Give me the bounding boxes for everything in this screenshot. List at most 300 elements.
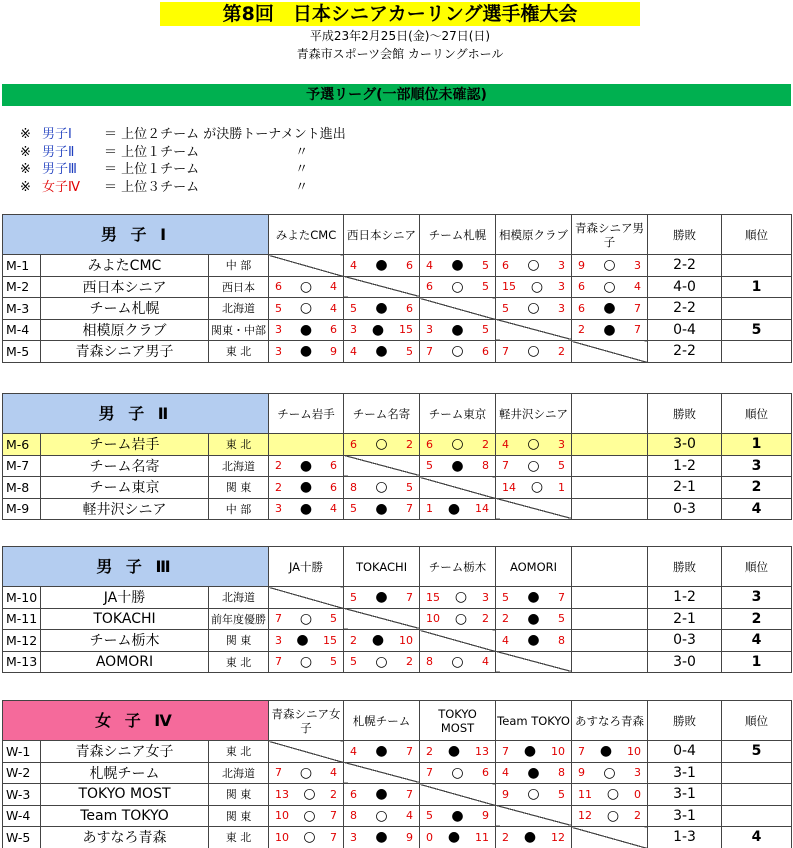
opponent-header: チーム名寄 (344, 394, 420, 434)
match-result (420, 455, 496, 477)
self-match-cell (572, 341, 648, 363)
match-result (572, 805, 648, 827)
group-name: 男 子 Ⅱ (3, 394, 269, 434)
match-result (572, 298, 648, 320)
score-own: 8 (350, 809, 358, 823)
score-own: 5 (350, 301, 358, 315)
loss-mark: ● (375, 589, 388, 606)
match-result (496, 587, 572, 609)
score-opp: 4 (330, 301, 338, 315)
score-own: 8 (426, 655, 434, 669)
note-row (20, 179, 346, 197)
score-own: 7 (275, 655, 283, 669)
score-own: 10 (275, 830, 290, 844)
table-row (3, 498, 792, 520)
match-result (496, 741, 572, 763)
score-opp: 5 (482, 258, 490, 272)
match-result (420, 276, 496, 298)
loss-mark: ● (603, 300, 616, 317)
win-mark: ○ (303, 829, 316, 846)
team-code: M-1 (3, 255, 41, 277)
match-result (420, 805, 496, 827)
opponent-header: チーム東京 (420, 394, 496, 434)
loss-mark: ● (599, 743, 613, 760)
opponent-header (572, 394, 648, 434)
score-own: 6 (426, 280, 434, 294)
match-result (496, 276, 572, 298)
note-division: 女子Ⅳ (42, 179, 80, 195)
match-result (344, 477, 420, 499)
win-loss-record: 2-1 (648, 477, 722, 499)
score-own: 7 (502, 459, 510, 473)
team-code: M-4 (3, 319, 41, 341)
opponent-header: TOKACHI (344, 547, 420, 587)
score-own: 12 (578, 809, 593, 823)
win-loss-record: 2-2 (648, 341, 722, 363)
self-match-cell (269, 434, 344, 456)
win-loss-record: 3-1 (648, 762, 722, 784)
team-region: 関 東 (209, 784, 269, 806)
team-region: 関 東 (209, 477, 269, 499)
score-own: 5 (350, 655, 358, 669)
table-row (3, 587, 792, 609)
score-own: 5 (350, 590, 358, 604)
score-own: 6 (502, 258, 510, 272)
match-result (420, 827, 496, 848)
rank (722, 341, 792, 363)
team-code: M-3 (3, 298, 41, 320)
self-match-cell (496, 651, 572, 673)
loss-mark: ● (447, 743, 461, 760)
record-header: 勝敗 (648, 547, 722, 587)
team-region: 関 東 (209, 630, 269, 652)
score-opp: 15 (323, 633, 338, 647)
match-result (269, 477, 344, 499)
self-match-cell (420, 477, 496, 499)
score-opp: 3 (558, 301, 566, 315)
score-opp: 7 (634, 301, 642, 315)
score-opp: 3 (558, 437, 566, 451)
rank: 5 (722, 741, 792, 763)
match-result (269, 651, 344, 673)
score-opp: 5 (558, 459, 566, 473)
league-title: 予選リーグ(一部順位未確認) (2, 84, 791, 106)
match-result (496, 298, 572, 320)
win-mark: ○ (451, 343, 464, 360)
table-row (3, 784, 792, 806)
rank: 3 (722, 455, 792, 477)
match-result (496, 477, 572, 499)
loss-mark: ● (299, 479, 313, 496)
group-name: 男 子 Ⅲ (3, 547, 269, 587)
empty-cell (572, 651, 648, 673)
team-region: 東 北 (209, 434, 269, 456)
team-region: 東 北 (209, 651, 269, 673)
loss-mark: ● (296, 632, 309, 649)
note-division: 男子Ⅲ (42, 162, 77, 177)
win-loss-record: 0-3 (648, 630, 722, 652)
opponent-header: チーム岩手 (269, 394, 344, 434)
note-ditto: 〃 (295, 144, 309, 160)
empty-cell (572, 498, 648, 520)
opponent-header: チーム札幌 (420, 215, 496, 255)
score-own: 4 (426, 258, 434, 272)
rank (722, 255, 792, 277)
self-match-cell (344, 608, 420, 630)
score-own: 2 (350, 633, 358, 647)
rank: 2 (722, 608, 792, 630)
score-opp: 7 (634, 323, 642, 337)
score-own: 11 (578, 787, 593, 801)
match-result (496, 434, 572, 456)
note-row (20, 126, 346, 144)
self-match-cell (344, 455, 420, 477)
score-opp: 5 (482, 280, 490, 294)
match-result (344, 630, 420, 652)
score-opp: 2 (330, 787, 338, 801)
score-opp: 6 (330, 323, 338, 337)
match-result (344, 434, 420, 456)
match-result (572, 741, 648, 763)
score-opp: 5 (330, 655, 338, 669)
loss-mark: ● (451, 457, 464, 474)
empty-cell (572, 630, 648, 652)
match-result (269, 608, 344, 630)
score-own: 9 (578, 258, 586, 272)
match-result (344, 298, 420, 320)
win-mark: ○ (527, 436, 540, 453)
team-code: M-6 (3, 434, 41, 456)
score-own: 7 (502, 344, 510, 358)
rank-header: 順位 (722, 701, 792, 741)
win-loss-record: 2-1 (648, 608, 722, 630)
self-match-cell (420, 298, 496, 320)
score-own: 6 (426, 437, 434, 451)
score-opp: 4 (330, 766, 338, 780)
team-code: M-2 (3, 276, 41, 298)
opponent-header: あすなろ青森 (572, 701, 648, 741)
opponent-header: AOMORI (496, 547, 572, 587)
loss-mark: ● (527, 764, 540, 781)
self-match-cell (496, 498, 572, 520)
win-mark: ○ (299, 278, 313, 295)
match-result (420, 651, 496, 673)
note-mark: ※ (20, 179, 31, 195)
win-loss-record: 1-2 (648, 587, 722, 609)
score-own: 7 (275, 766, 283, 780)
score-opp: 3 (558, 280, 566, 294)
match-result (269, 827, 344, 848)
note-row (20, 161, 346, 179)
match-result (344, 587, 420, 609)
team-name: チーム札幌 (41, 298, 209, 320)
score-own: 3 (275, 323, 283, 337)
league-table (2, 700, 792, 848)
score-own: 3 (350, 323, 358, 337)
note-row (20, 144, 346, 162)
score-opp: 0 (634, 787, 642, 801)
team-region: 北海道 (209, 455, 269, 477)
score-opp: 2 (558, 344, 566, 358)
record-header: 勝敗 (648, 394, 722, 434)
match-result (496, 762, 572, 784)
loss-mark: ● (447, 829, 461, 846)
team-name: みよたCMC (41, 255, 209, 277)
table-row (3, 630, 792, 652)
note-division: 男子Ⅰ (42, 127, 72, 142)
score-own: 14 (502, 480, 517, 494)
score-opp: 4 (330, 280, 338, 294)
match-result (269, 784, 344, 806)
win-mark: ○ (451, 653, 464, 670)
table-header-row (3, 394, 792, 434)
win-mark: ○ (527, 257, 540, 274)
score-own: 2 (578, 323, 586, 337)
team-region: 北海道 (209, 298, 269, 320)
score-opp: 5 (406, 480, 414, 494)
team-name: 青森シニア女子 (41, 741, 209, 763)
note-ditto: 〃 (295, 162, 309, 177)
score-opp: 10 (551, 744, 566, 758)
score-opp: 10 (399, 633, 414, 647)
score-own: 2 (502, 612, 510, 626)
table-row (3, 341, 792, 363)
team-name: TOKYO MOST (41, 784, 209, 806)
table-row (3, 434, 792, 456)
win-loss-record: 2-2 (648, 255, 722, 277)
team-code: W-2 (3, 762, 41, 784)
empty-cell (572, 587, 648, 609)
win-loss-record: 3-1 (648, 784, 722, 806)
match-result (269, 805, 344, 827)
self-match-cell (420, 784, 496, 806)
win-mark: ○ (527, 300, 540, 317)
score-opp: 2 (482, 437, 490, 451)
win-mark: ○ (299, 764, 313, 781)
loss-mark: ● (299, 321, 313, 338)
win-mark: ○ (606, 807, 620, 824)
score-opp: 15 (399, 323, 414, 337)
self-match-cell (572, 827, 648, 848)
win-mark: ○ (603, 257, 616, 274)
score-own: 10 (426, 612, 441, 626)
score-opp: 7 (406, 590, 414, 604)
score-own: 3 (275, 344, 283, 358)
loss-mark: ● (299, 500, 313, 517)
rank-header: 順位 (722, 394, 792, 434)
score-opp: 3 (634, 766, 642, 780)
score-own: 5 (426, 459, 434, 473)
note-mark: ※ (20, 144, 31, 160)
team-region: 東 北 (209, 741, 269, 763)
empty-cell (572, 434, 648, 456)
score-opp: 9 (482, 809, 490, 823)
score-opp: 2 (482, 612, 490, 626)
match-result (344, 498, 420, 520)
score-own: 5 (426, 809, 434, 823)
team-name: チーム栃木 (41, 630, 209, 652)
rank-header: 順位 (722, 547, 792, 587)
win-loss-record: 0-3 (648, 498, 722, 520)
match-result (496, 255, 572, 277)
match-result (420, 255, 496, 277)
rank: 1 (722, 434, 792, 456)
loss-mark: ● (371, 321, 385, 338)
team-code: W-5 (3, 827, 41, 848)
score-own: 6 (578, 301, 586, 315)
loss-mark: ● (603, 321, 616, 338)
empty-cell (572, 477, 648, 499)
match-result (420, 341, 496, 363)
match-result (420, 434, 496, 456)
win-mark: ○ (451, 278, 464, 295)
score-own: 2 (426, 744, 434, 758)
win-mark: ○ (530, 479, 544, 496)
score-opp: 7 (406, 744, 414, 758)
league-table (2, 546, 792, 673)
score-own: 6 (578, 280, 586, 294)
score-opp: 6 (330, 480, 338, 494)
score-own: 7 (426, 766, 434, 780)
score-own: 9 (502, 787, 510, 801)
score-opp: 5 (558, 787, 566, 801)
match-result (269, 319, 344, 341)
score-own: 3 (350, 830, 358, 844)
team-name: JA十勝 (41, 587, 209, 609)
match-result (420, 741, 496, 763)
match-result (344, 651, 420, 673)
score-opp: 6 (406, 301, 414, 315)
score-opp: 8 (558, 766, 566, 780)
team-region: 北海道 (209, 587, 269, 609)
team-code: M-10 (3, 587, 41, 609)
score-own: 15 (502, 280, 517, 294)
score-own: 15 (426, 590, 441, 604)
match-result (420, 762, 496, 784)
match-result (344, 784, 420, 806)
note-ditto: 〃 (295, 179, 309, 195)
team-name: 札幌チーム (41, 762, 209, 784)
win-mark: ○ (299, 653, 313, 670)
score-own: 2 (275, 459, 283, 473)
loss-mark: ● (371, 632, 385, 649)
match-result (269, 276, 344, 298)
win-mark: ○ (375, 436, 388, 453)
opponent-header: チーム栃木 (420, 547, 496, 587)
team-code: M-12 (3, 630, 41, 652)
win-mark: ○ (303, 807, 316, 824)
match-result (496, 784, 572, 806)
self-match-cell (496, 805, 572, 827)
score-opp: 10 (627, 744, 642, 758)
score-opp: 4 (330, 502, 338, 516)
opponent-header: JA十勝 (269, 547, 344, 587)
score-own: 2 (275, 480, 283, 494)
score-own: 7 (502, 744, 510, 758)
team-code: M-7 (3, 455, 41, 477)
note-text: ＝ 上位２チーム が決勝トーナメント進出 (104, 127, 346, 142)
rank (722, 805, 792, 827)
team-name: 青森シニア男子 (41, 341, 209, 363)
self-match-cell (420, 630, 496, 652)
score-opp: 5 (482, 323, 490, 337)
rank (722, 298, 792, 320)
score-opp: 2 (634, 809, 642, 823)
team-region: 関 東 (209, 805, 269, 827)
team-name: あすなろ青森 (41, 827, 209, 848)
loss-mark: ● (375, 343, 388, 360)
match-result (269, 341, 344, 363)
match-result (572, 319, 648, 341)
league-table (2, 393, 792, 520)
score-own: 5 (350, 502, 358, 516)
team-name: AOMORI (41, 651, 209, 673)
team-code: M-11 (3, 608, 41, 630)
score-own: 10 (275, 809, 290, 823)
team-code: W-3 (3, 784, 41, 806)
note-mark: ※ (20, 127, 31, 142)
score-own: 2 (502, 830, 510, 844)
loss-mark: ● (527, 610, 540, 627)
loss-mark: ● (527, 632, 540, 649)
score-own: 7 (578, 744, 586, 758)
table-header-row (3, 547, 792, 587)
loss-mark: ● (523, 829, 537, 846)
score-opp: 13 (475, 744, 490, 758)
team-name: チーム岩手 (41, 434, 209, 456)
win-mark: ○ (451, 764, 464, 781)
score-own: 4 (502, 766, 510, 780)
match-result (344, 255, 420, 277)
match-result (344, 827, 420, 848)
team-region: 関東・中部 (209, 319, 269, 341)
win-loss-record: 2-2 (648, 298, 722, 320)
match-result (420, 319, 496, 341)
score-own: 6 (350, 437, 358, 451)
score-opp: 7 (558, 590, 566, 604)
win-mark: ○ (299, 300, 313, 317)
table-row (3, 762, 792, 784)
team-region: 北海道 (209, 762, 269, 784)
score-opp: 8 (482, 459, 490, 473)
rank: 4 (722, 630, 792, 652)
team-region: 中 部 (209, 255, 269, 277)
win-mark: ○ (530, 278, 544, 295)
team-code: W-1 (3, 741, 41, 763)
opponent-header: 西日本シニア (344, 215, 420, 255)
self-match-cell (269, 741, 344, 763)
qualification-notes (20, 126, 346, 196)
score-own: 6 (350, 787, 358, 801)
table-row (3, 276, 792, 298)
score-opp: 6 (330, 459, 338, 473)
team-region: 前年度優勝 (209, 608, 269, 630)
opponent-header: 青森シニア男子 (572, 215, 648, 255)
table-row (3, 805, 792, 827)
record-header: 勝敗 (648, 215, 722, 255)
rank: 2 (722, 477, 792, 499)
match-result (496, 827, 572, 848)
loss-mark: ● (451, 321, 464, 338)
loss-mark: ● (451, 257, 464, 274)
rank: 3 (722, 587, 792, 609)
match-result (496, 630, 572, 652)
score-own: 1 (426, 502, 434, 516)
team-name: 軽井沢シニア (41, 498, 209, 520)
score-opp: 3 (482, 590, 490, 604)
note-mark: ※ (20, 162, 31, 177)
self-match-cell (269, 255, 344, 277)
